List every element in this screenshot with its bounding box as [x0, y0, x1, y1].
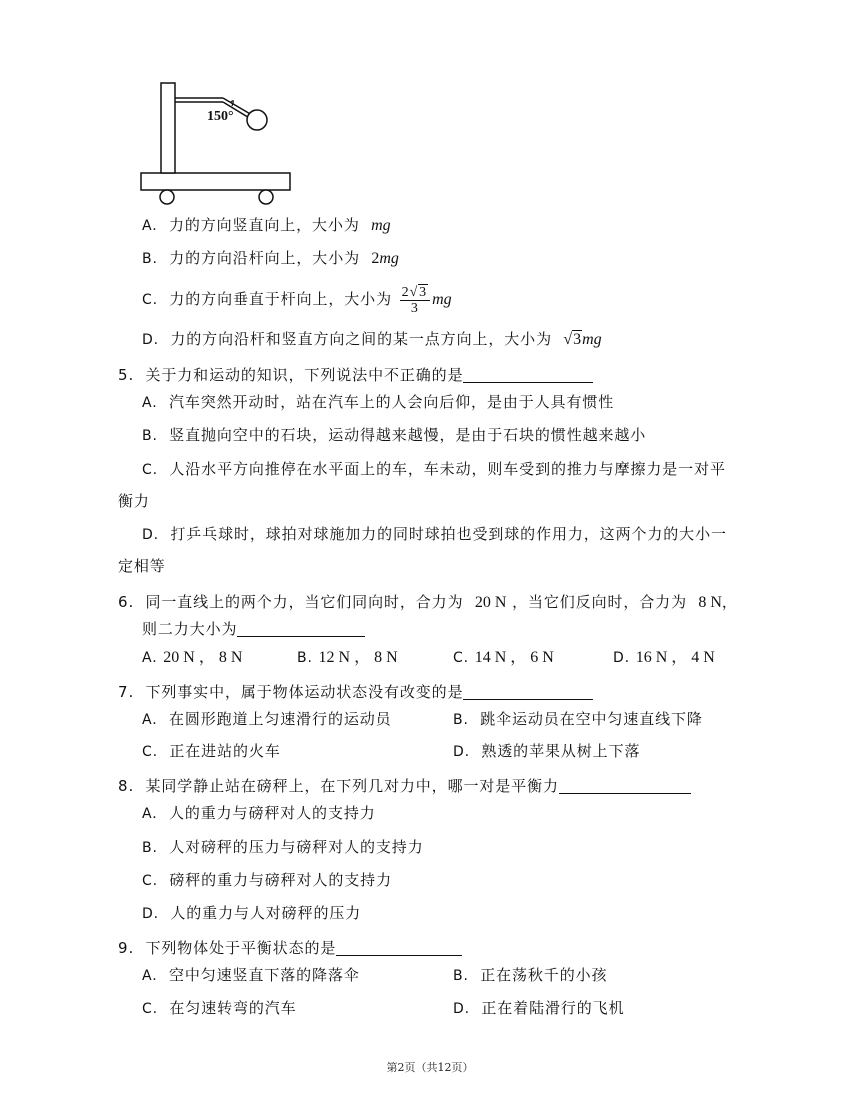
q6-option-a [142, 647, 242, 668]
q6-stem-line2 [142, 619, 365, 639]
q9-option-letter: D. [453, 1001, 471, 1017]
q4-option-d [142, 329, 602, 350]
q7-stem-text: 下列事实中，属于物体运动状态没有改变的是 [145, 683, 464, 701]
q7-option-c [142, 741, 281, 762]
q5-option-b [142, 425, 646, 446]
q8-option-letter: D. [142, 906, 160, 922]
answer-blank [463, 685, 593, 700]
q4-option-d-rad: 3 [573, 331, 582, 348]
q4-option-a-text: 力的方向竖直向上，大小为 [168, 216, 360, 234]
q8-option-c-text: 磅秤的重力与磅秤对人的支持力 [169, 871, 392, 889]
q7-option-b-text: 跳伞运动员在空中匀速直线下降 [480, 710, 703, 728]
q4-option-c-text: 力的方向垂直于杆向上，大小为 [169, 290, 392, 308]
q6-stem2-text: 则二力大小为 [142, 620, 238, 638]
q7-option-d-text: 熟透的苹果从树上下落 [481, 742, 641, 760]
q6-value-2: 8 N [698, 594, 722, 611]
q4-option-c-den: 3 [410, 300, 419, 316]
q6-value-1: 20 N [474, 594, 507, 611]
q5-option-c-continued: 衡力 [118, 492, 150, 510]
q6-option-letter: B. [297, 650, 313, 666]
q8-option-d-text: 人的重力与人对磅秤的压力 [170, 904, 362, 922]
q4-option-b-coef: 2 [371, 250, 380, 267]
q6-option-b-text: 12 N ， 8 N [318, 649, 398, 666]
q7-stem [118, 682, 593, 702]
q6-number: 6. [118, 593, 135, 611]
q8-option-a-text: 人的重力与磅秤对人的支持力 [168, 804, 376, 822]
q8-stem-text: 某同学静止站在磅秤上，在下列几对力中，哪一对是平衡力 [145, 777, 559, 795]
q6-stem-c: ， [721, 593, 738, 611]
q5-option-a-text: 汽车突然开动时，站在汽车上的人会向后仰，是由于人具有惯性 [168, 393, 615, 411]
q7-option-letter: C. [142, 744, 159, 760]
q5-option-letter: B. [142, 428, 158, 444]
q7-option-letter: A. [142, 712, 158, 728]
q7-option-d [453, 741, 640, 762]
q8-number: 8. [118, 777, 135, 795]
q4-option-a [142, 215, 391, 236]
q4-option-letter: B. [142, 251, 158, 267]
q6-stem-b: ，当它们反向时，合力为 [512, 593, 687, 611]
q4-option-c [142, 279, 452, 319]
q5-option-letter: C. [142, 462, 159, 478]
q4-option-letter: A. [142, 218, 158, 234]
answer-blank [237, 622, 365, 637]
q6-stem [118, 592, 738, 613]
q4-option-letter: D. [142, 332, 160, 348]
page-footer: 第2页（共12页） [386, 1061, 474, 1074]
q8-option-c [142, 870, 392, 891]
q6-option-b [297, 647, 398, 668]
q6-option-d-text: 16 N ， 4 N [635, 649, 715, 666]
q9-option-c-text: 在匀速转弯的汽车 [169, 999, 297, 1017]
q9-stem-text: 下列物体处于平衡状态的是 [145, 939, 337, 957]
q4-option-b [142, 248, 399, 269]
q7-option-a-text: 在圆形跑道上匀速滑行的运动员 [168, 710, 392, 728]
q9-option-d [453, 998, 624, 1019]
angle-label: 150° [207, 109, 234, 124]
q5-stem [118, 365, 593, 385]
q8-option-a [142, 803, 376, 824]
q7-option-a [142, 709, 392, 730]
q5-option-c [142, 459, 726, 480]
q5-option-d [142, 524, 727, 545]
q6-option-letter: C. [453, 650, 470, 666]
q9-stem [118, 938, 462, 958]
q5-stem-text: 关于力和运动的知识，下列说法中不正确的是 [145, 366, 464, 384]
q9-option-b [453, 965, 607, 986]
q5-option-b-text: 竖直抛向空中的石块，运动得越来越慢，是由于石块的惯性越来越小 [169, 426, 647, 444]
q8-stem [118, 776, 691, 796]
q5-option-letter: A. [142, 395, 158, 411]
q4-option-d-text: 力的方向沿杆和竖直方向之间的某一点方向上，大小为 [170, 330, 552, 348]
q5-option-a [142, 392, 614, 413]
answer-blank [559, 779, 691, 794]
q7-option-c-text: 正在进站的火车 [169, 742, 281, 760]
q8-option-letter: B. [142, 840, 158, 856]
q9-option-letter: C. [142, 1001, 159, 1017]
q4-option-d-sqrt: √3 [563, 331, 582, 348]
q5-number: 5. [118, 366, 135, 384]
q6-option-c-text: 14 N ， 6 N [474, 649, 554, 666]
q9-option-letter: B. [453, 968, 469, 984]
q9-number: 9. [118, 939, 135, 957]
q4-option-letter: C. [142, 292, 159, 308]
q8-option-letter: A. [142, 806, 158, 822]
q4-option-a-expr: mg [371, 217, 391, 234]
q5-option-c-text: 人沿水平方向推停在水平面上的车，车未动，则车受到的推力与摩擦力是一对平 [169, 460, 726, 478]
q7-option-letter: B. [453, 712, 469, 728]
cart-pole-figure [135, 78, 300, 208]
q6-option-c [453, 647, 554, 668]
answer-blank [463, 368, 593, 383]
q8-option-letter: C. [142, 873, 159, 889]
q5-option-d-continued: 定相等 [118, 557, 166, 575]
q6-stem-a: 同一直线上的两个力，当它们同向时，合力为 [145, 593, 464, 611]
q4-option-c-num-coef: 2 [401, 284, 410, 300]
q4-option-b-text: 力的方向沿杆向上，大小为 [169, 249, 361, 267]
q5-option-d-text: 打乒乓球时，球拍对球施加力的同时球拍也受到球的作用力，这两个力的大小一 [170, 525, 727, 543]
q6-option-letter: D. [613, 650, 631, 666]
q9-option-b-text: 正在荡秋千的小孩 [480, 966, 608, 984]
q7-option-letter: D. [453, 744, 471, 760]
answer-blank [336, 941, 462, 956]
q4-option-c-num-rad: 3 [419, 284, 428, 300]
q4-option-b-expr: mg [379, 250, 399, 267]
q9-option-a [142, 965, 360, 986]
q9-option-letter: A. [142, 968, 158, 984]
q6-option-a-text: 20 N ， 8 N [163, 649, 243, 666]
q7-option-b [453, 709, 703, 730]
q9-option-d-text: 正在着陆滑行的飞机 [481, 999, 625, 1017]
q5-option-letter: D. [142, 527, 160, 543]
q6-option-d [613, 647, 715, 668]
q4-option-c-expr: mg [432, 291, 452, 308]
q8-option-b [142, 837, 424, 858]
q4-option-d-expr: mg [582, 331, 602, 348]
q6-option-letter: A. [142, 650, 158, 666]
q8-option-d [142, 903, 361, 924]
q7-number: 7. [118, 683, 135, 701]
q8-option-b-text: 人对磅秤的压力与磅秤对人的支持力 [169, 838, 424, 856]
q9-option-a-text: 空中匀速竖直下落的降落伞 [168, 966, 360, 984]
q9-option-c [142, 998, 297, 1019]
q4-option-c-fraction: $\frac{2√3}{3}$ [400, 285, 430, 316]
